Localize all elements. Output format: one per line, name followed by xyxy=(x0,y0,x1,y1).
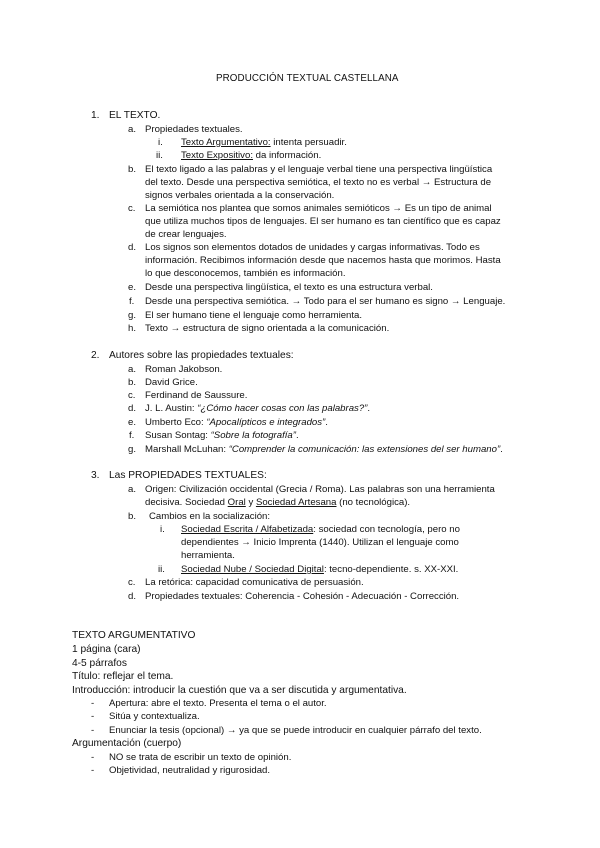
section-2-heading: Autores sobre las propiedades textuales: xyxy=(109,350,294,361)
arg-line-pages: 1 página (cara) xyxy=(72,644,141,655)
arg-body-item-2: Objetividad, neutralidad y rigurosidad. xyxy=(109,765,271,776)
term-label: Sociedad Nube / Sociedad Digital xyxy=(181,564,324,575)
list-marker: ii. xyxy=(156,150,163,161)
list-marker: c. xyxy=(128,577,136,588)
list-marker: i. xyxy=(160,524,165,535)
book-title: “Sobre la fotografía” xyxy=(210,430,296,441)
text-run: y xyxy=(245,497,256,508)
s2-item-b: David Grice. xyxy=(145,377,198,388)
s3-item-b-i-line3: herramienta. xyxy=(181,550,235,561)
list-marker: g. xyxy=(128,310,137,321)
arg-line-title: Título: reflejar el tema. xyxy=(72,671,174,682)
list-marker: e. xyxy=(128,417,137,428)
text-run: decisiva. Sociedad xyxy=(145,497,228,508)
s1-item-g: El ser humano tiene el lenguaje como herramienta. xyxy=(145,310,363,321)
s1-item-b-line3: signos verbales orientada a la conservación. xyxy=(145,190,335,201)
s3-item-a-line2 xyxy=(145,497,410,509)
arg-body-item-1: NO se trata de escribir un texto de opinión. xyxy=(109,752,292,763)
list-marker: c. xyxy=(128,390,136,401)
dash-bullet: - xyxy=(91,765,95,776)
list-marker: b. xyxy=(128,164,137,175)
list-marker: f. xyxy=(129,430,135,441)
section-1-number: 1. xyxy=(91,110,100,121)
book-title: “Comprender la comunicación: las extensiones del ser humano” xyxy=(228,444,501,455)
s2-item-a: Roman Jakobson. xyxy=(145,364,223,375)
s3-item-c: La retórica: capacidad comunicativa de persuasión. xyxy=(145,577,364,588)
s1-item-c-line3: de crear lenguajes. xyxy=(145,229,227,240)
s1-item-e: Desde una perspectiva lingüística, el texto es una estructura verbal. xyxy=(145,282,433,293)
s2-item-d: J. L. Austin: “¿Cómo hacer cosas con las palabras?”. xyxy=(145,403,371,414)
list-marker: g. xyxy=(128,444,137,455)
list-marker: d. xyxy=(128,403,137,414)
term-text: : sociedad con tecnología, pero no xyxy=(313,524,460,535)
term-text: da información. xyxy=(253,150,322,161)
arg-intro-item-3: Enunciar la tesis (opcional) → ya que se puede introducir en cualquier párrafo del texto. xyxy=(109,725,482,736)
arg-intro-item-2: Sitúa y contextualiza. xyxy=(109,711,200,722)
s3-item-b: Cambios en la socialización: xyxy=(149,511,271,522)
s2-item-c: Ferdinand de Saussure. xyxy=(145,390,248,401)
s1-item-a-ii xyxy=(181,150,321,162)
dash-bullet: - xyxy=(91,698,95,709)
s2-item-g: Marshall McLuhan: “Comprender la comunicación: las extensiones del ser humano”. xyxy=(145,444,503,455)
s2-item-f: Susan Sontag: “Sobre la fotografía”. xyxy=(145,430,299,441)
s1-item-d-line1: Los signos son elementos dotados de unidades y cargas informativas. Todo es xyxy=(145,242,480,253)
s3-item-b-i-line1 xyxy=(181,524,460,536)
list-marker: d. xyxy=(128,242,137,253)
list-marker: a. xyxy=(128,124,137,135)
arg-heading: TEXTO ARGUMENTATIVO xyxy=(72,630,196,641)
author-name: J. L. Austin: xyxy=(145,403,198,414)
dash-bullet: - xyxy=(91,752,95,763)
list-marker: b. xyxy=(128,511,137,522)
book-title: “¿Cómo hacer cosas con las palabras?” xyxy=(197,403,368,414)
list-marker: e. xyxy=(128,282,137,293)
dash-bullet: - xyxy=(91,725,95,736)
list-marker: c. xyxy=(128,203,136,214)
s1-item-a-i xyxy=(181,137,347,149)
section-2-number: 2. xyxy=(91,350,100,361)
list-marker: b. xyxy=(128,377,137,388)
s1-item-d-line2: información. Recibimos información desde que nacemos hasta que morimos. Hasta xyxy=(145,255,501,266)
arg-line-paragraphs: 4-5 párrafos xyxy=(72,658,127,669)
s1-item-c-line2: que utiliza muchos tipos de lenguajes. El ser humano es tan científico que es capaz xyxy=(145,216,501,227)
arg-line-intro: Introducción: introducir la cuestión que va a ser discutida y argumentativa. xyxy=(72,685,407,696)
term-text: : tecno-dependiente. s. XX-XXI. xyxy=(323,564,459,575)
term-label: Texto Argumentativo: xyxy=(181,137,271,148)
section-1-heading: EL TEXTO. xyxy=(109,110,161,121)
section-3-number: 3. xyxy=(91,470,100,481)
term-label: Oral xyxy=(227,497,246,508)
s1-item-f: Desde una perspectiva semiótica. → Todo para el ser humano es signo → Lenguaje. xyxy=(145,296,506,307)
s1-item-b-line1: El texto ligado a las palabras y el lenguaje verbal tiene una perspectiva lingüística xyxy=(145,164,493,175)
list-marker: a. xyxy=(128,364,137,375)
s1-item-b-line2: del texto. Desde una perspectiva semiótica, el texto no es verbal → Estructura de xyxy=(145,177,492,188)
text-run: (no tecnológica). xyxy=(336,497,411,508)
arg-line-body: Argumentación (cuerpo) xyxy=(72,738,182,749)
s2-item-e: Umberto Eco: “Apocalípticos e integrados”. xyxy=(145,417,328,428)
term-label: Texto Expositivo: xyxy=(181,150,253,161)
book-title: “Apocalípticos e integrados” xyxy=(206,417,326,428)
s3-item-d: Propiedades textuales: Coherencia - Cohesión - Adecuación - Corrección. xyxy=(145,591,460,602)
s3-item-b-ii xyxy=(181,564,458,576)
section-3-heading: Las PROPIEDADES TEXTUALES: xyxy=(109,470,267,481)
s1-item-c-line1: La semiótica nos plantea que somos animales semióticos → Es un tipo de animal xyxy=(145,203,492,214)
list-marker: ii. xyxy=(158,564,165,575)
dash-bullet: - xyxy=(91,711,95,722)
author-name: Umberto Eco: xyxy=(145,417,207,428)
s3-item-b-i-line2: dependientes → Inicio Imprenta (1440). Utilizan el lenguaje como xyxy=(181,537,459,548)
list-marker: a. xyxy=(128,484,137,495)
arg-intro-item-1: Apertura: abre el texto. Presenta el tema o el autor. xyxy=(109,698,327,709)
list-marker: h. xyxy=(128,323,137,334)
list-marker: f. xyxy=(129,296,135,307)
term-text: intenta persuadir. xyxy=(270,137,347,148)
author-name: Marshall McLuhan: xyxy=(145,444,229,455)
list-marker: i. xyxy=(158,137,163,148)
author-name: Susan Sontag: xyxy=(145,430,211,441)
s1-item-h: Texto → estructura de signo orientada a la comunicación. xyxy=(145,323,390,334)
document-title: PRODUCCIÓN TEXTUAL CASTELLANA xyxy=(216,73,399,84)
s1-item-d-line3: lo que desconocemos, también es información. xyxy=(145,268,346,279)
list-marker: d. xyxy=(128,591,137,602)
term-label: Sociedad Artesana xyxy=(255,497,337,508)
s1-item-a: Propiedades textuales. xyxy=(145,124,243,135)
term-label: Sociedad Escrita / Alfabetizada xyxy=(181,524,314,535)
s3-item-a-line1: Origen: Civilización occidental (Grecia / Roma). Las palabras son una herramienta xyxy=(145,484,495,495)
